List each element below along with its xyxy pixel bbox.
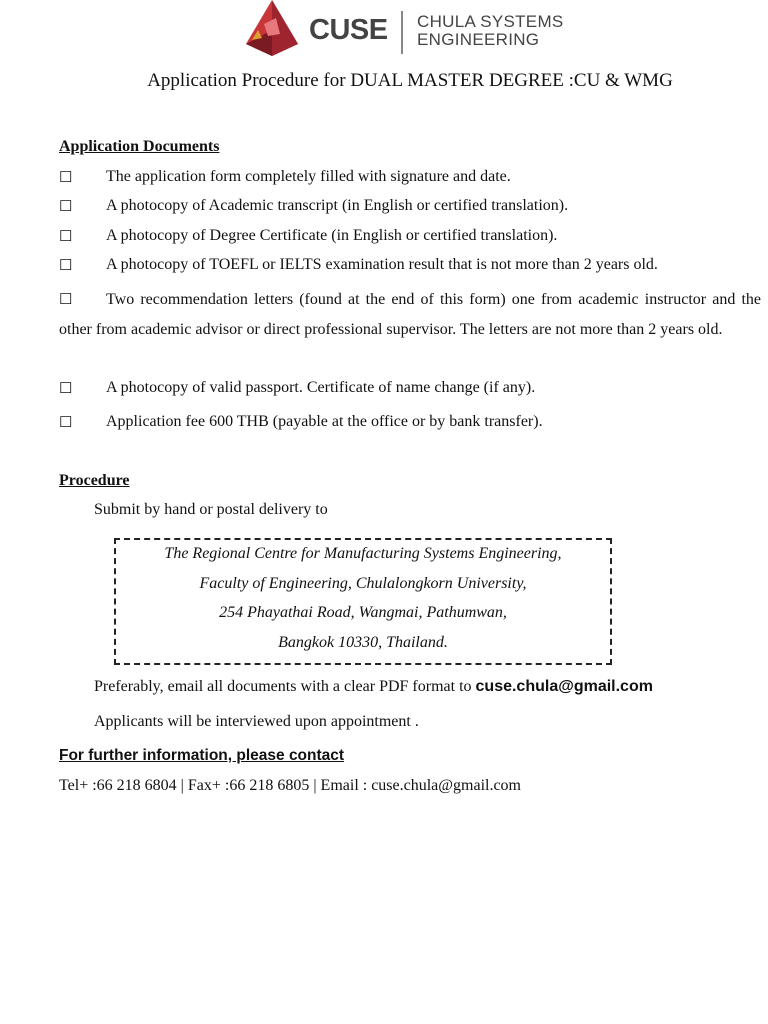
document-item xyxy=(59,256,658,275)
document-item-text: A photocopy of Degree Certificate (in English or certified translation). xyxy=(106,227,558,244)
logo-divider xyxy=(401,11,403,54)
submit-text: Submit by hand or postal delivery to xyxy=(94,501,328,518)
document-item xyxy=(59,379,536,398)
document-title: Application Procedure for DUAL MASTER DEGREE :CU & WMG xyxy=(147,70,673,91)
document-item xyxy=(59,227,558,246)
checkbox-icon[interactable]: ☐ xyxy=(59,170,73,186)
email-instruction-text: Preferably, email all documents with a clear PDF format to xyxy=(94,678,472,695)
checkbox-icon[interactable]: ☐ xyxy=(59,415,73,431)
contact-heading: For further information, please contact xyxy=(59,747,345,764)
documents-heading: Application Documents xyxy=(59,138,220,155)
address-line: 254 Phayathai Road, Wangmai, Pathumwan, xyxy=(219,604,507,621)
interview-text: Applicants will be interviewed upon appointment . xyxy=(94,713,419,730)
document-item-text: The application form completely filled with signature and date. xyxy=(106,168,511,185)
logo-subtitle-line1: CHULA SYSTEMS xyxy=(417,12,564,31)
checkbox-icon[interactable]: ☐ xyxy=(59,258,73,274)
document-item xyxy=(59,197,569,216)
address-line: Bangkok 10330, Thailand. xyxy=(278,634,448,651)
cuse-logo-icon xyxy=(246,0,298,56)
procedure-heading: Procedure xyxy=(59,472,130,489)
document-item xyxy=(59,168,511,187)
document-item xyxy=(59,285,761,345)
logo-brand: CUSE xyxy=(309,14,388,46)
contact-line: Tel+ :66 218 6804 | Fax+ :66 218 6805 | Email : cuse.chula@gmail.com xyxy=(59,777,521,794)
address-line: Faculty of Engineering, Chulalongkorn University, xyxy=(199,575,527,592)
checkbox-icon[interactable]: ☐ xyxy=(59,292,73,308)
document-item-text: Two recommendation letters (found at the end of this form) one from academic instructor and the other from academic advisor or direct professional supervisor. The letters are not more than 2 years old. xyxy=(59,291,761,338)
email-instruction xyxy=(94,678,653,696)
document-item-text: A photocopy of TOEFL or IELTS examination result that is not more than 2 years old. xyxy=(106,256,658,273)
document-item-text: A photocopy of valid passport. Certificate of name change (if any). xyxy=(106,379,536,396)
checkbox-icon[interactable]: ☐ xyxy=(59,381,73,397)
document-item-text: A photocopy of Academic transcript (in English or certified translation). xyxy=(106,197,569,214)
document-item xyxy=(59,413,543,432)
address-line: The Regional Centre for Manufacturing Systems Engineering, xyxy=(164,545,562,562)
document-item-text: Application fee 600 THB (payable at the office or by bank transfer). xyxy=(106,413,543,430)
checkbox-icon[interactable]: ☐ xyxy=(59,229,73,245)
email-link[interactable]: cuse.chula@gmail.com xyxy=(475,678,653,695)
checkbox-icon[interactable]: ☐ xyxy=(59,199,73,215)
address-box xyxy=(114,538,612,665)
logo-subtitle-line2: ENGINEERING xyxy=(417,30,540,49)
